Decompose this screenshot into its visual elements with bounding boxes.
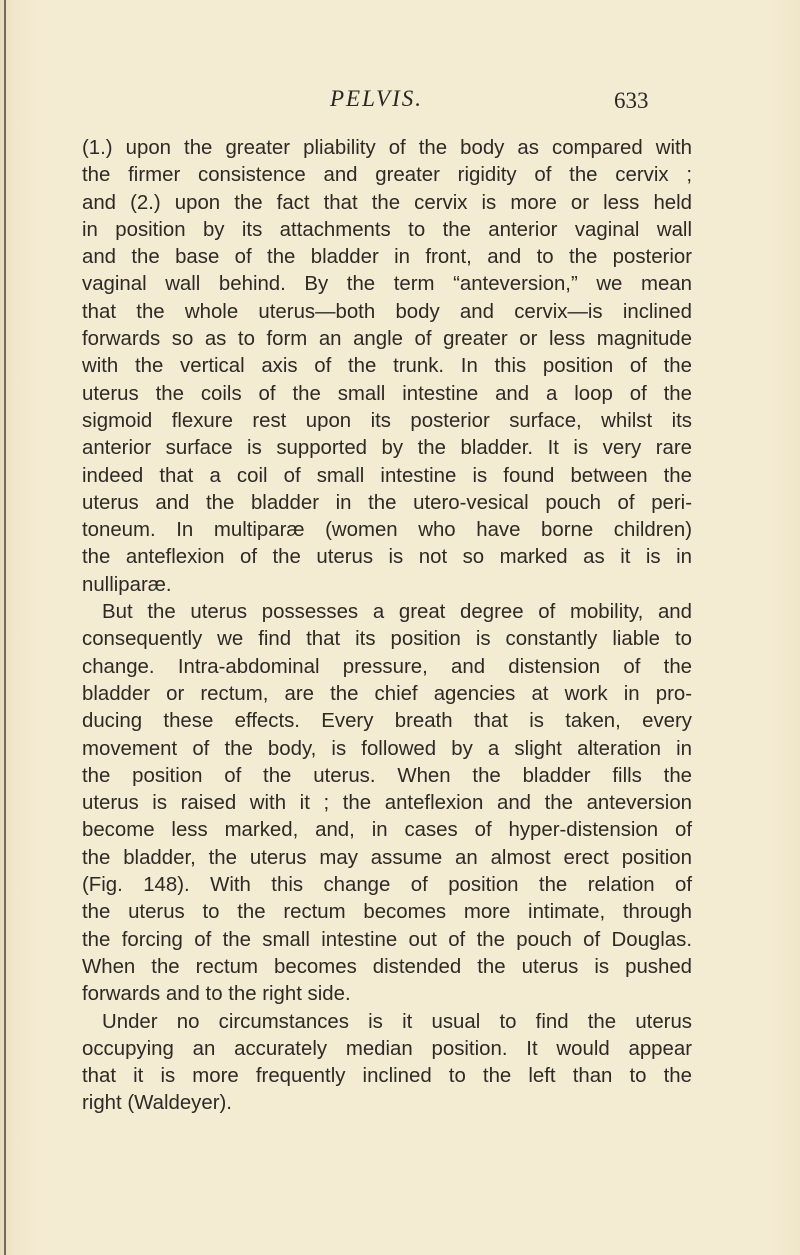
text-line: in position by its attachments to the anterior vaginal wall: [82, 218, 692, 241]
text-line: become less marked, and, in cases of hyper-distension of: [82, 819, 692, 842]
text-line: But the uterus possesses a great degree of mobility, and: [102, 601, 692, 624]
text-line: indeed that a coil of small intestine is found between the: [82, 464, 692, 487]
text-line: uterus is raised with it ; the anteflexion and the anteversion: [82, 792, 692, 815]
running-head: PELVIS.: [330, 86, 423, 111]
text-line: the bladder, the uterus may assume an almost erect position: [82, 846, 692, 869]
text-line: forwards and to the right side.: [82, 983, 351, 1006]
text-line: Under no circumstances is it usual to find the uterus: [102, 1010, 692, 1033]
text-line: movement of the body, is followed by a slight alteration in: [82, 737, 692, 760]
text-line: occupying an accurately median position. It would appear: [82, 1037, 692, 1060]
text-line: When the rectum becomes distended the uterus is pushed: [82, 955, 692, 978]
text-line: and the base of the bladder in front, and to the posterior: [82, 246, 692, 269]
text-line: forwards so as to form an angle of greater or less magnitude: [82, 328, 692, 351]
text-line: the forcing of the small intestine out of the pouch of Douglas.: [82, 928, 692, 951]
text-line: anterior surface is supported by the bladder. It is very rare: [82, 437, 692, 460]
text-line: (1.) upon the greater pliability of the body as compared with: [82, 137, 692, 159]
text-line: that the whole uterus—both body and cervix—is inclined: [82, 300, 692, 323]
paragraph-2: [82, 599, 692, 1008]
text-line: bladder or rectum, are the chief agencies at work in pro-: [82, 682, 692, 705]
text-line: change. Intra-abdominal pressure, and distension of the: [82, 655, 692, 678]
body-text: [82, 135, 692, 1118]
text-line: and (2.) upon the fact that the cervix is more or less held: [82, 191, 692, 214]
text-line: right (Waldeyer).: [82, 1092, 232, 1115]
text-line: uterus and the bladder in the utero-vesical pouch of peri-: [82, 491, 692, 514]
page-gutter-edge: [4, 0, 6, 1255]
text-line: nulliparæ.: [82, 573, 172, 596]
text-line: (Fig. 148). With this change of position the relation of: [82, 874, 692, 897]
page-number: 633: [614, 88, 649, 113]
page-header: [0, 86, 800, 116]
text-line: that it is more frequently inclined to the left than to the: [82, 1065, 692, 1088]
text-line: the position of the uterus. When the bladder fills the: [82, 764, 692, 787]
text-line: toneum. In multiparæ (women who have borne children): [82, 519, 692, 542]
text-line: sigmoid flexure rest upon its posterior surface, whilst its: [82, 409, 692, 432]
paragraph-3: [82, 1009, 692, 1118]
text-line: the anteflexion of the uterus is not so marked as it is in: [82, 546, 692, 569]
text-line: vaginal wall behind. By the term “anteversion,” we mean: [82, 273, 692, 296]
text-line: the firmer consistence and greater rigidity of the cervix ;: [82, 164, 692, 187]
text-line: the uterus to the rectum becomes more intimate, through: [82, 901, 692, 924]
text-line: with the vertical axis of the trunk. In this position of the: [82, 355, 692, 378]
text-line: ducing these effects. Every breath that is taken, every: [82, 710, 692, 733]
text-line: uterus the coils of the small intestine and a loop of the: [82, 382, 692, 405]
paragraph-1: [82, 135, 692, 599]
text-line: consequently we find that its position is constantly liable to: [82, 628, 692, 651]
